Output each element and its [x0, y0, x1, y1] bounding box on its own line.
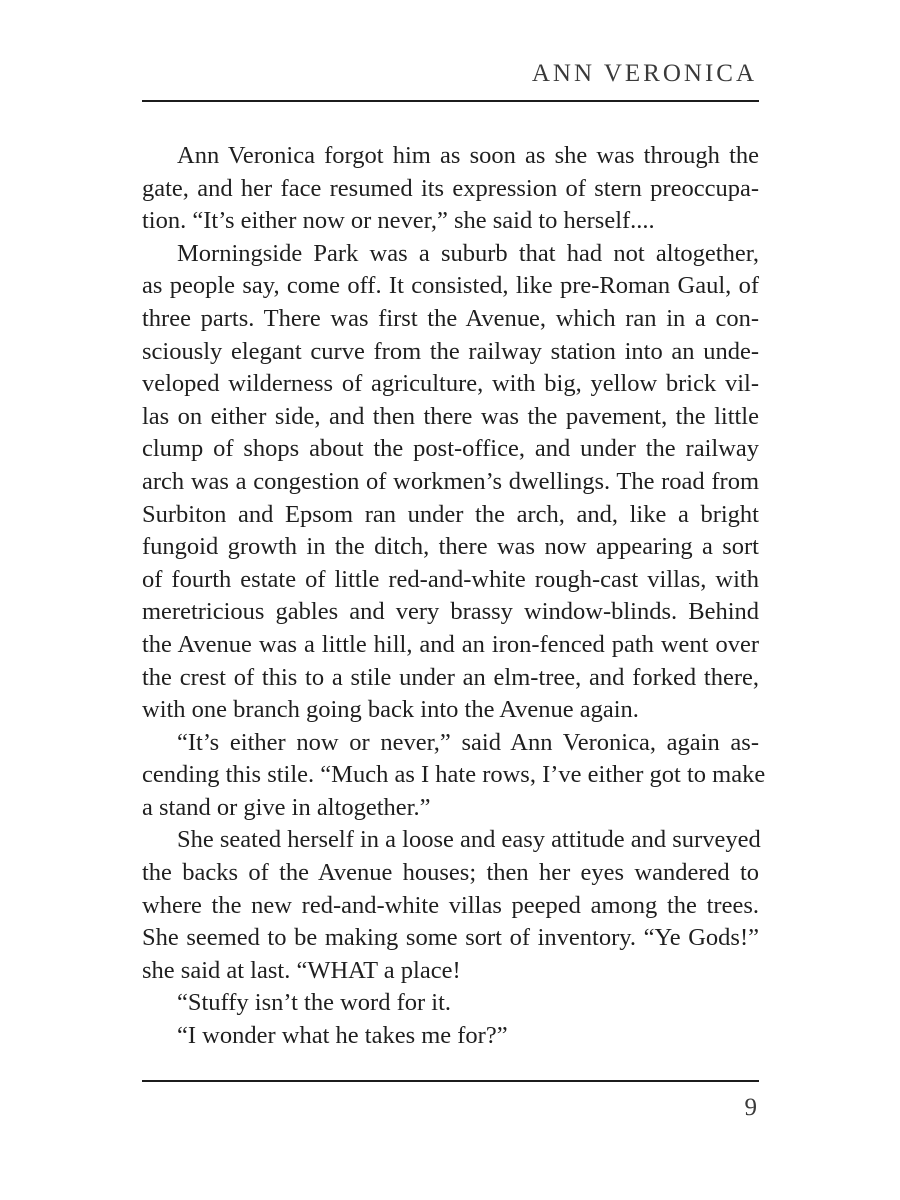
text-line: She seemed to be making some sort of inventory. “Ye Gods!”	[142, 924, 759, 952]
running-title: ANN VERONICA	[531, 60, 757, 87]
text-line: tion. “It’s either now or never,” she said to herself....	[142, 207, 655, 235]
text-line: meretricious gables and very brassy window-blinds. Behind	[142, 598, 759, 626]
text-line: gate, and her face resumed its expression of stern preoccupa-	[142, 174, 759, 202]
text-line: She seated herself in a loose and easy attitude and surveyed	[177, 826, 761, 854]
text-line: veloped wilderness of agriculture, with big, yellow brick vil-	[142, 370, 759, 398]
text-line: “I wonder what he takes me for?”	[177, 1022, 508, 1050]
text-line: Morningside Park was a suburb that had not altogether,	[177, 239, 759, 267]
text-line: “Stuffy isn’t the word for it.	[177, 989, 452, 1017]
footer-rule	[142, 1080, 759, 1082]
text-line: the crest of this to a stile under an elm-tree, and forked there,	[142, 663, 759, 691]
body-text	[142, 140, 766, 1053]
text-line: clump of shops about the post-office, and under the railway	[142, 435, 759, 463]
header-rule	[142, 100, 759, 102]
page-number: 9	[744, 1094, 757, 1121]
text-line: arch was a congestion of workmen’s dwellings. The road from	[142, 467, 759, 495]
text-line: fungoid growth in the ditch, there was now appearing a sort	[142, 533, 759, 561]
text-line: “It’s either now or never,” said Ann Veronica, again as-	[177, 728, 759, 756]
text-line: sciously elegant curve from the railway station into an unde-	[142, 337, 759, 365]
text-line: as people say, come off. It consisted, like pre-Roman Gaul, of	[142, 272, 759, 300]
text-line: las on either side, and then there was the pavement, the little	[142, 402, 759, 430]
text-line: Ann Veronica forgot him as soon as she was through the	[177, 142, 759, 169]
text-line: the backs of the Avenue houses; then her eyes wandered to	[142, 859, 759, 887]
text-line: Surbiton and Epsom ran under the arch, and, like a bright	[142, 500, 759, 528]
text-line: cending this stile. “Much as I hate rows, I’ve either got to make	[142, 761, 766, 789]
text-line: where the new red-and-white villas peeped among the trees.	[142, 891, 759, 919]
text-line: of fourth estate of little red-and-white rough-cast villas, with	[142, 565, 759, 593]
text-line: three parts. There was first the Avenue, which ran in a con-	[142, 304, 759, 332]
text-line: the Avenue was a little hill, and an iron-fenced path went over	[142, 630, 759, 658]
text-line: with one branch going back into the Avenue again.	[142, 696, 639, 724]
text-line: she said at last. “WHAT a place!	[142, 956, 461, 984]
text-line: a stand or give in altogether.”	[142, 793, 431, 821]
